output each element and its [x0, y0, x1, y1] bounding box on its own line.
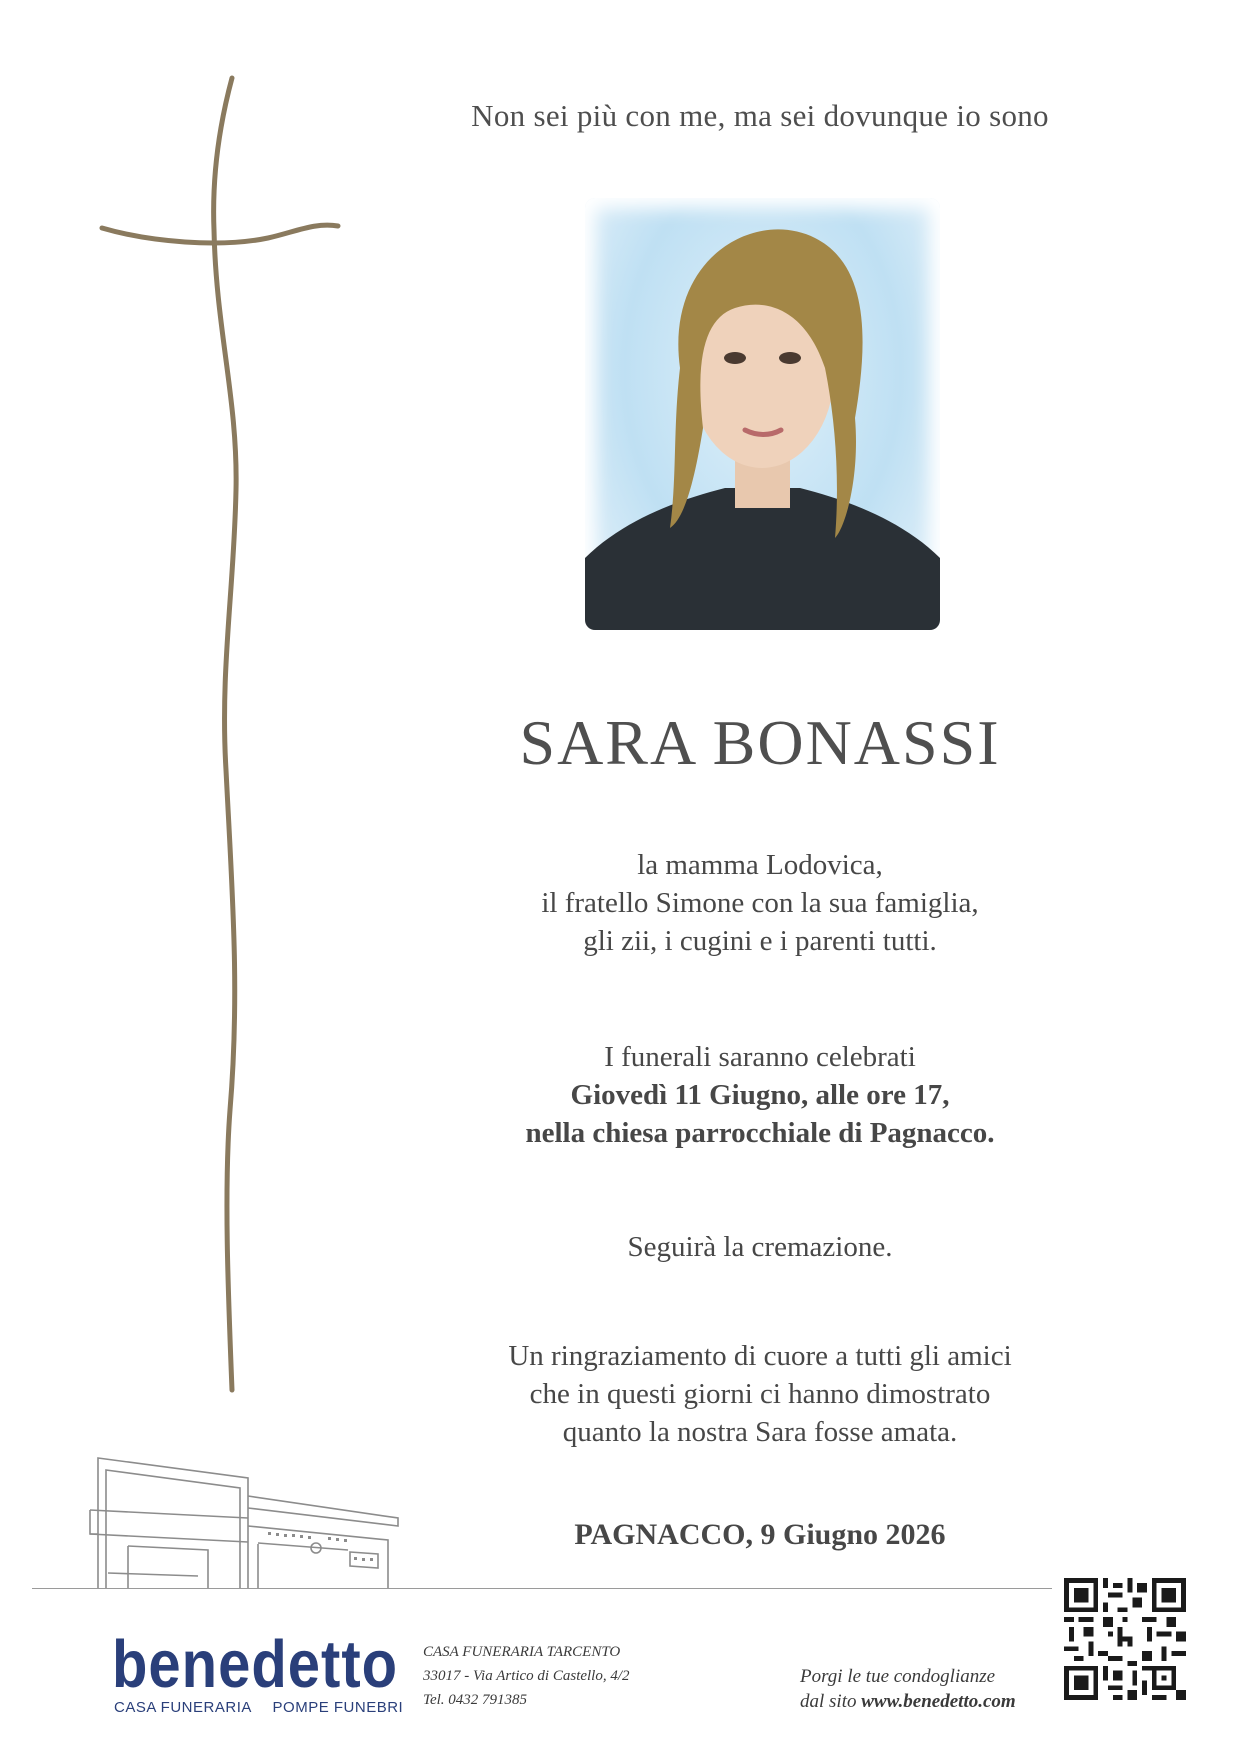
funeral-intro: I funerali saranno celebrati — [604, 1041, 916, 1073]
funeral-place: nella chiesa parrocchiale di Pagnacco. — [525, 1117, 995, 1149]
funeral-date-time: Giovedì 11 Giugno, alle ore 17, — [570, 1079, 950, 1111]
address-line: Tel. 0432 791385 — [423, 1692, 528, 1708]
address-line: CASA FUNERARIA TARCENTO — [423, 1644, 621, 1660]
cross-icon — [90, 70, 350, 1410]
family-line: la mamma Lodovica, — [637, 849, 883, 881]
cremation-note: Seguirà la cremazione. — [627, 1231, 893, 1263]
footer-divider — [32, 1588, 1052, 1589]
qr-code[interactable] — [1064, 1578, 1186, 1700]
address-block — [423, 1640, 630, 1712]
logo-sub-left: CASA FUNERARIA — [114, 1699, 252, 1716]
thanks-line: Un ringraziamento di cuore a tutti gli amici — [508, 1340, 1012, 1372]
family-paragraph — [420, 846, 1100, 960]
logo-subtitle — [114, 1699, 419, 1716]
logo-sub-right: POMPE FUNEBRI — [272, 1699, 404, 1716]
family-line: gli zii, i cugini e i parenti tutti. — [583, 925, 937, 957]
website-link[interactable]: www.benedetto.com — [861, 1691, 1016, 1712]
condolence-line-2 — [800, 1689, 1016, 1714]
epigraph: Non sei più con me, ma sei dovunque io sono — [471, 98, 1049, 133]
place-date: PAGNACCO, 9 Giugno 2026 — [574, 1518, 946, 1551]
thanks-line: che in questi giorni ci hanno dimostrato — [529, 1378, 991, 1410]
portrait-photo — [585, 198, 940, 630]
funeral-paragraph — [420, 1038, 1100, 1152]
address-line: 33017 - Via Artico di Castello, 4/2 — [423, 1668, 630, 1684]
condolence-block — [800, 1664, 1016, 1714]
condolence-prefix: dal sito — [800, 1691, 862, 1712]
portrait-illustration — [585, 198, 940, 630]
condolence-line: Porgi le tue condoglianze — [800, 1666, 996, 1687]
family-line: il fratello Simone con la sua famiglia, — [541, 887, 979, 919]
benedetto-logo: benedetto — [112, 1627, 399, 1702]
building-illustration — [88, 1448, 408, 1593]
thanks-paragraph — [420, 1337, 1100, 1451]
deceased-name: SARA BONASSI — [519, 707, 1001, 778]
thanks-line: quanto la nostra Sara fosse amata. — [562, 1416, 958, 1448]
